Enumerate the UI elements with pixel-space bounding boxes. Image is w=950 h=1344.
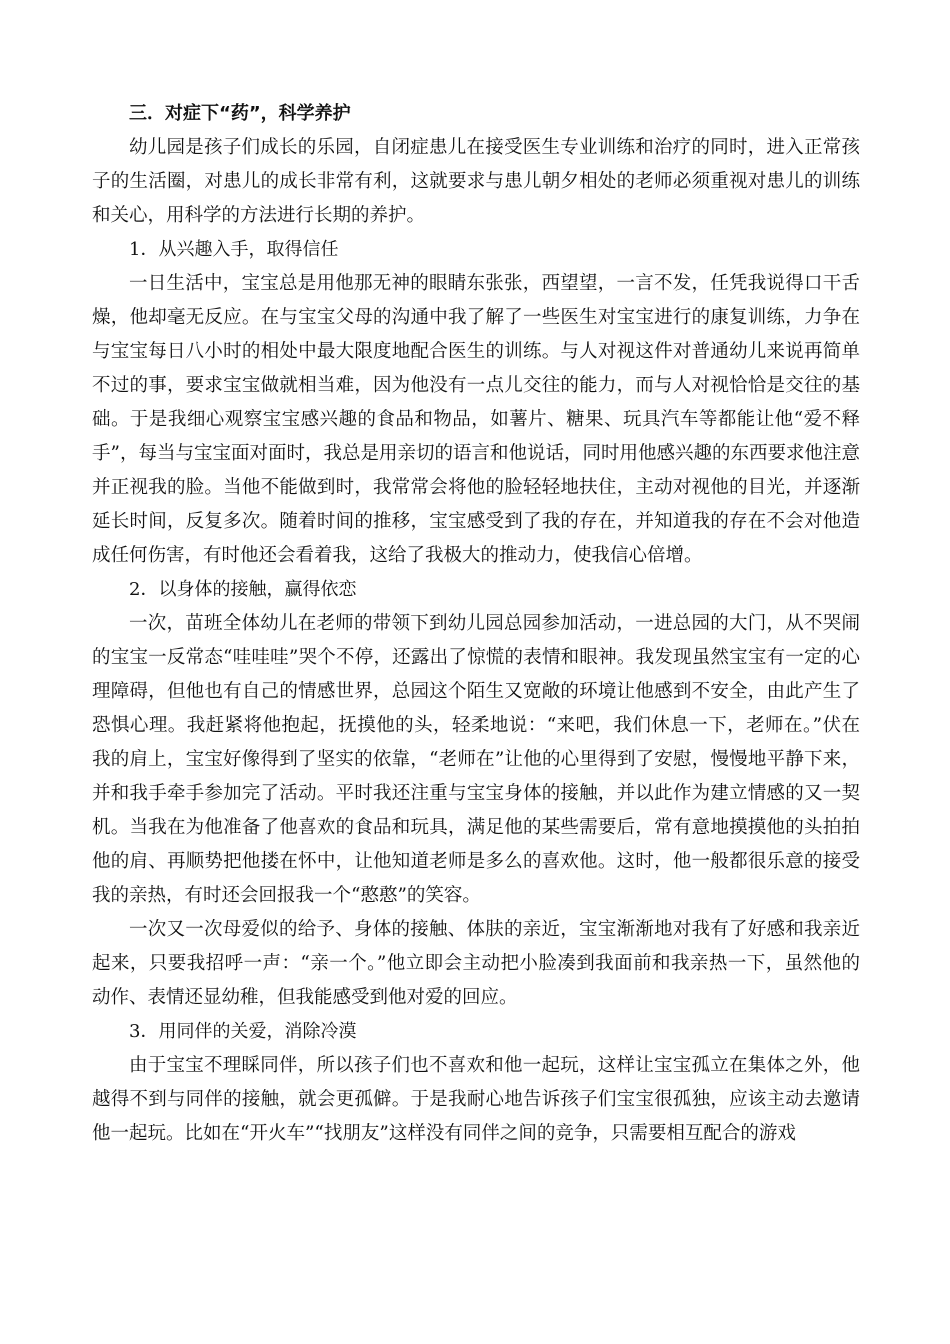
- subsection-heading-2: 2．以身体的接触，赢得依恋: [129, 579, 357, 600]
- section-heading: 三．对症下“药”，科学养护: [129, 103, 351, 124]
- subsection-1-paragraph: 一日生活中，宝宝总是用他那无神的眼睛东张张，西望望，一言不发，任凭我说得口干舌燥，他却毫无反应。在与宝宝父母的沟通中我了解了一些医生对宝宝进行的康复训练，力争在与宝宝每日八小时的相处中最大限度地配合医生的训练。与人对视这件对普通幼儿来说再简单不过的事，要求宝宝做就相当难，因为他没有一点儿交往的能力，而与人对视恰恰是交往的基础。于是我细心观察宝宝感兴趣的食品和物品，如薯片、糖果、玩具汽车等都能让他“爱不释手”，每当与宝宝面对面时，我总是用亲切的语言和他说话，同时用他感兴趣的东西要求他注意并正视我的脸。当他不能做到时，我常常会将他的脸轻轻地扶住，主动对视他的目光，并逐渐延长时间，反复多次。随着时间的推移，宝宝感受到了我的存在，并知道我的存在不会对他造成任何伤害，有时他还会看着我，这给了我极大的推动力，使我信心倍增。: [92, 273, 860, 566]
- subsection-2-paragraph-2: 一次又一次母爱似的给予、身体的接触、体肤的亲近，宝宝渐渐地对我有了好感和我亲近起来，只要我招呼一声：“亲一个。”他立即会主动把小脸凑到我面前和我亲热一下，虽然他的动作、表情还显幼稚，但我能感受到他对爱的回应。: [92, 919, 860, 1008]
- subsection-3-paragraph: 由于宝宝不理睬同伴，所以孩子们也不喜欢和他一起玩，这样让宝宝孤立在集体之外，他越得不到与同伴的接触，就会更孤僻。于是我耐心地告诉孩子们宝宝很孤独，应该主动去邀请他一起玩。比如在“开火车”“找朋友”这样没有同伴之间的竞争，只需要相互配合的游戏: [92, 1055, 860, 1144]
- subsection-heading-1: 1．从兴趣入手，取得信任: [129, 239, 339, 260]
- intro-paragraph: 幼儿园是孩子们成长的乐园，自闭症患儿在接受医生专业训练和治疗的同时，进入正常孩子的生活圈，对患儿的成长非常有利，这就要求与患儿朝夕相处的老师必须重视对患儿的训练和关心，用科学的方法进行长期的养护。: [92, 137, 860, 226]
- subsection-2-paragraph-1: 一次，苗班全体幼儿在老师的带领下到幼儿园总园参加活动，一进总园的大门，从不哭闹的宝宝一反常态“哇哇哇”哭个不停，还露出了惊慌的表情和眼神。我发现虽然宝宝有一定的心理障碍，但他也有自己的情感世界，总园这个陌生又宽敞的环境让他感到不安全，由此产生了恐惧心理。我赶紧将他抱起，抚摸他的头，轻柔地说：“来吧，我们休息一下，老师在。”伏在我的肩上，宝宝好像得到了坚实的依靠，“老师在”让他的心里得到了安慰，慢慢地平静下来，并和我手牵手参加完了活动。平时我还注重与宝宝身体的接触，并以此作为建立情感的又一契机。当我在为他准备了他喜欢的食品和玩具，满足他的某些需要后，常有意地摸摸他的头拍拍他的肩、再顺势把他搂在怀中，让他知道老师是多么的喜欢他。这时，他一般都很乐意的接受我的亲热，有时还会回报我一个“憨憨”的笑容。: [92, 613, 860, 906]
- document-body: [92, 97, 860, 1151]
- subsection-heading-3: 3．用同伴的关爱，消除冷漠: [129, 1021, 357, 1042]
